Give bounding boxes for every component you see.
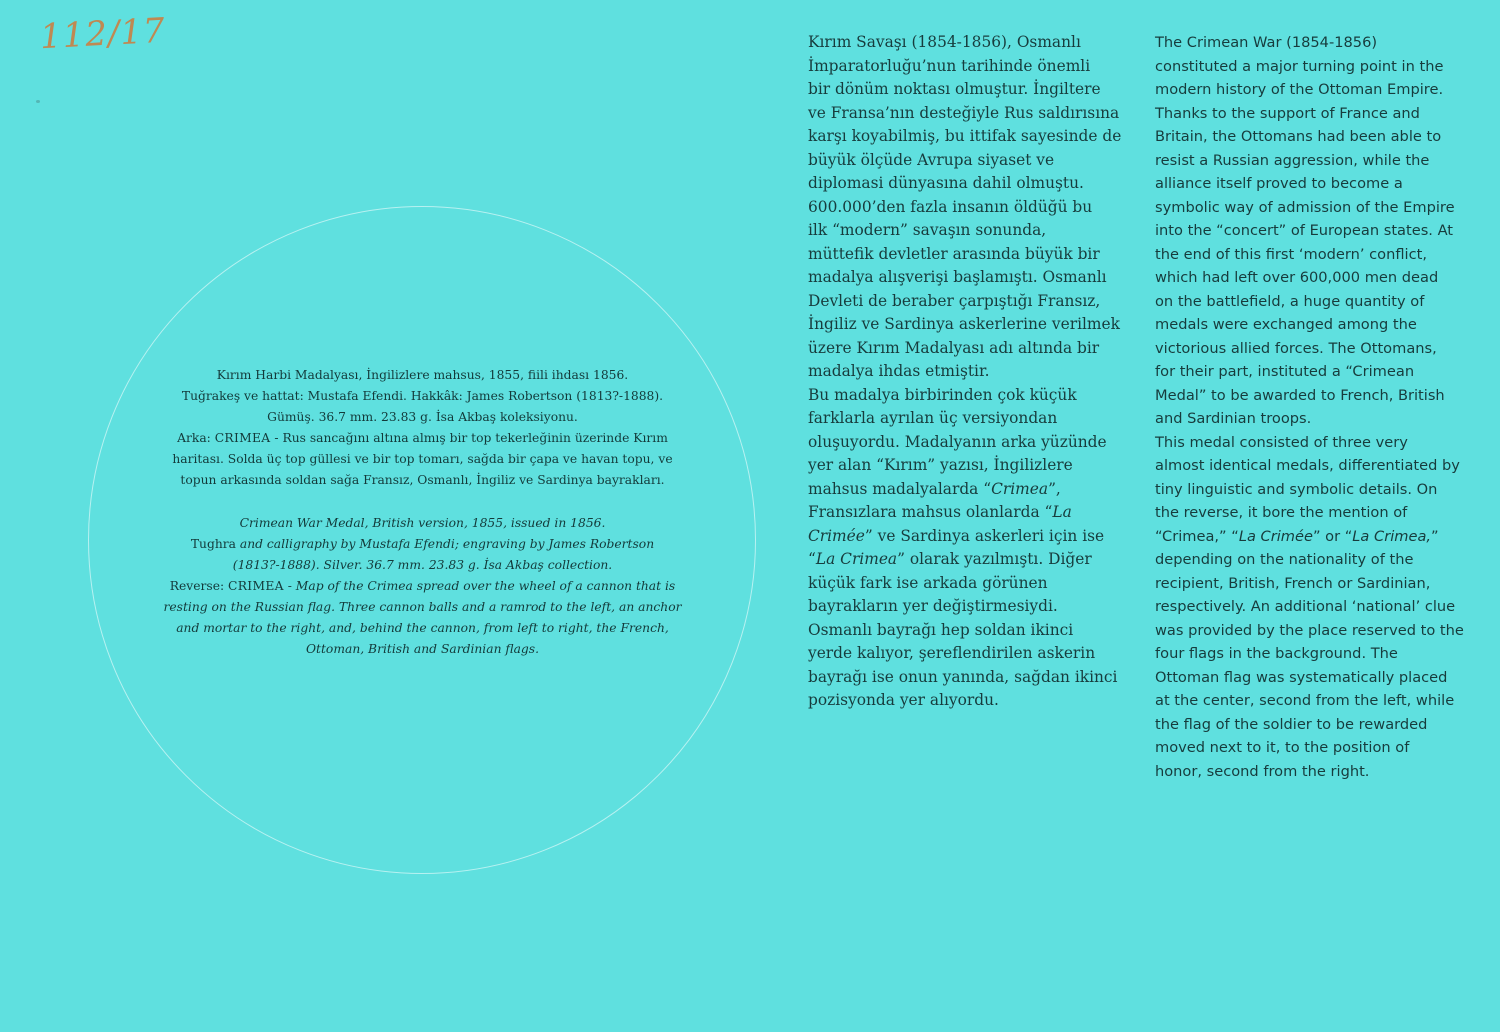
text-line: Britain, the Ottomans had been able to (1155, 128, 1442, 145)
caption-english (150, 513, 695, 660)
text-line: Thanks to the support of France and (1155, 104, 1420, 122)
text-line: bayrakların yer değiştirmesiydi. (808, 597, 1058, 615)
text-line: ve Fransa’nın desteğiyle Rus saldırısına (808, 103, 1120, 122)
text-line: alliance itself proved to become a (1155, 175, 1403, 192)
text-line: resist a Russian aggression, while the (1155, 151, 1430, 169)
text-line: “Crimea,” “La Crimée” or “La Crimea,” (1155, 527, 1439, 545)
caption-tr-line: Kırım Harbi Madalyası, İngilizlere mahsus, 1855, fiili ihdası 1856. (216, 368, 629, 382)
text-line: İngiliz ve Sardinya askerlerine verilmek (808, 315, 1120, 333)
text-line: the flag of the soldier to be rewarded (1155, 715, 1428, 733)
text-line: constituted a major turning point in the (1155, 57, 1444, 75)
text-line: farklarla ayrılan üç versiyondan (808, 409, 1058, 427)
caption-tr-line: Gümüş. 36.7 mm. 23.83 g. İsa Akbaş koleksiyonu. (267, 410, 578, 424)
text-line: bir dönüm noktası olmuştur. İngiltere (808, 80, 1101, 98)
text-line: pozisyonda yer alıyordu. (808, 691, 999, 709)
text-line: Osmanlı bayrağı hep soldan ikinci (808, 620, 1074, 639)
caption-en-line: (1813?-1888). Silver. 36.7 mm. 23.83 g. İsa Akbaş collection. (232, 558, 613, 572)
text-line: almost identical medals, differentiated by (1155, 457, 1460, 474)
caption-en-line: resting on the Russian flag. Three cannon balls and a ramrod to the left, an anchor (163, 600, 682, 614)
caption-en-line: Ottoman, British and Sardinian flags. (305, 642, 540, 656)
text-line: “La Crimea” olarak yazılmıştı. Diğer (808, 550, 1092, 568)
text-line: symbolic way of admission of the Empire (1155, 198, 1455, 216)
text-line: yer alan “Kırım” yazısı, İngilizlere (808, 456, 1073, 474)
text-line: Kırım Savaşı (1854-1856), Osmanlı (808, 33, 1081, 51)
text-line: yerde kalıyor, şereflendirilen askerin (808, 644, 1096, 662)
caption-en-line: Reverse: CRIMEA - Map of the Crimea spread over the wheel of a cannon that is (169, 579, 676, 593)
text-line: Devleti de beraber çarpıştığı Fransız, (808, 291, 1101, 310)
caption-tr-line: Arka: CRIMEA - Rus sancağını altına almış bir top tekerleğinin üzerinde Kırım (177, 431, 668, 445)
text-line: Bu madalya birbirinden çok küçük (808, 385, 1077, 404)
text-line: moved next to it, to the position of (1155, 739, 1410, 756)
text-line: for their part, instituted a “Crimean (1155, 363, 1415, 380)
text-line: the reverse, it bore the mention of (1155, 504, 1408, 521)
text-line: bayrağı ise onun yanında, sağdan ikinci (808, 667, 1118, 686)
text-line: müttefik devletler arasında büyük bir (808, 244, 1100, 263)
text-line: madalya alışverişi başlamıştı. Osmanlı (808, 268, 1107, 286)
text-line: Crimée” ve Sardinya askerleri için ise (808, 526, 1105, 545)
text-line: küçük fark ise arkada görünen (808, 573, 1048, 592)
text-line: honor, second from the right. (1155, 762, 1370, 780)
text-line: was provided by the place reserved to the (1155, 621, 1464, 639)
text-line: depending on the nationality of the (1155, 551, 1414, 568)
text-line: The Crimean War (1854-1856) (1155, 34, 1378, 51)
caption-tr-line: topun arkasında soldan sağa Fransız, Osmanlı, İngiliz ve Sardinya bayrakları. (180, 473, 665, 487)
paper-speck (36, 100, 40, 103)
text-line: respectively. An additional ‘national’ clue (1155, 598, 1456, 615)
handwritten-number: 112/17 (39, 10, 167, 58)
caption-turkish (150, 365, 695, 491)
text-line: and Sardinian troops. (1155, 410, 1312, 427)
text-line: on the battlefield, a huge quantity of (1155, 292, 1425, 310)
text-line: tiny linguistic and symbolic details. On (1155, 480, 1438, 498)
caption-en-line: and mortar to the right, and, behind the cannon, from left to right, the French, (176, 621, 669, 635)
text-line: ilk “modern” savaşın sonunda, (808, 221, 1047, 239)
caption-en-line: Tughra and calligraphy by Mustafa Efendi; engraving by James Robertson (190, 537, 655, 551)
text-line: at the center, second from the left, while (1155, 692, 1455, 709)
text-line: the end of this first ‘modern’ conflict, (1155, 245, 1427, 263)
text-line: karşı koyabilmiş, bu ittifak sayesinde de (808, 127, 1122, 145)
text-line: which had left over 600,000 men dead (1155, 269, 1439, 286)
text-line: mahsus madalyalarda “Crimea”, (808, 479, 1061, 498)
text-line: büyük ölçüde Avrupa siyaset ve (808, 150, 1055, 169)
text-line: This medal consisted of three very (1155, 433, 1408, 451)
text-line: medals were exchanged among the (1155, 316, 1417, 333)
text-line: four flags in the background. The (1155, 645, 1398, 662)
caption-en-line: Crimean War Medal, British version, 1855, issued in 1856. (239, 516, 606, 530)
text-line: Fransızlara mahsus olanlarda “La (808, 503, 1072, 521)
text-line: modern history of the Ottoman Empire. (1155, 81, 1444, 98)
text-line: Medal” to be awarded to French, British (1155, 386, 1445, 404)
text-line: madalya ihdas etmiştir. (808, 362, 990, 380)
text-line: oluşuyordu. Madalyanın arka yüzünde (808, 432, 1107, 451)
caption-tr-line: haritası. Solda üç top güllesi ve bir top tomarı, sağda bir çapa ve havan topu, ve (172, 452, 673, 466)
text-line: diplomasi dünyasına dahil olmuştu. (808, 174, 1084, 192)
text-line: 600.000’den fazla insanın öldüğü bu (808, 197, 1093, 216)
text-line: İmparatorluğu’nun tarihinde önemli (808, 56, 1091, 75)
text-line: recipient, British, French or Sardinian, (1155, 574, 1431, 592)
body-text-turkish (808, 31, 1138, 713)
text-line: Ottoman flag was systematically placed (1155, 668, 1448, 686)
caption-tr-line: Tuğrakeş ve hattat: Mustafa Efendi. Hakkâk: James Robertson (1813?-1888). (181, 389, 664, 403)
body-text-english (1155, 31, 1485, 783)
text-line: üzere Kırım Madalyası adı altında bir (808, 338, 1100, 357)
text-line: into the “concert” of European states. At (1155, 222, 1454, 239)
text-line: victorious allied forces. The Ottomans, (1155, 339, 1437, 357)
